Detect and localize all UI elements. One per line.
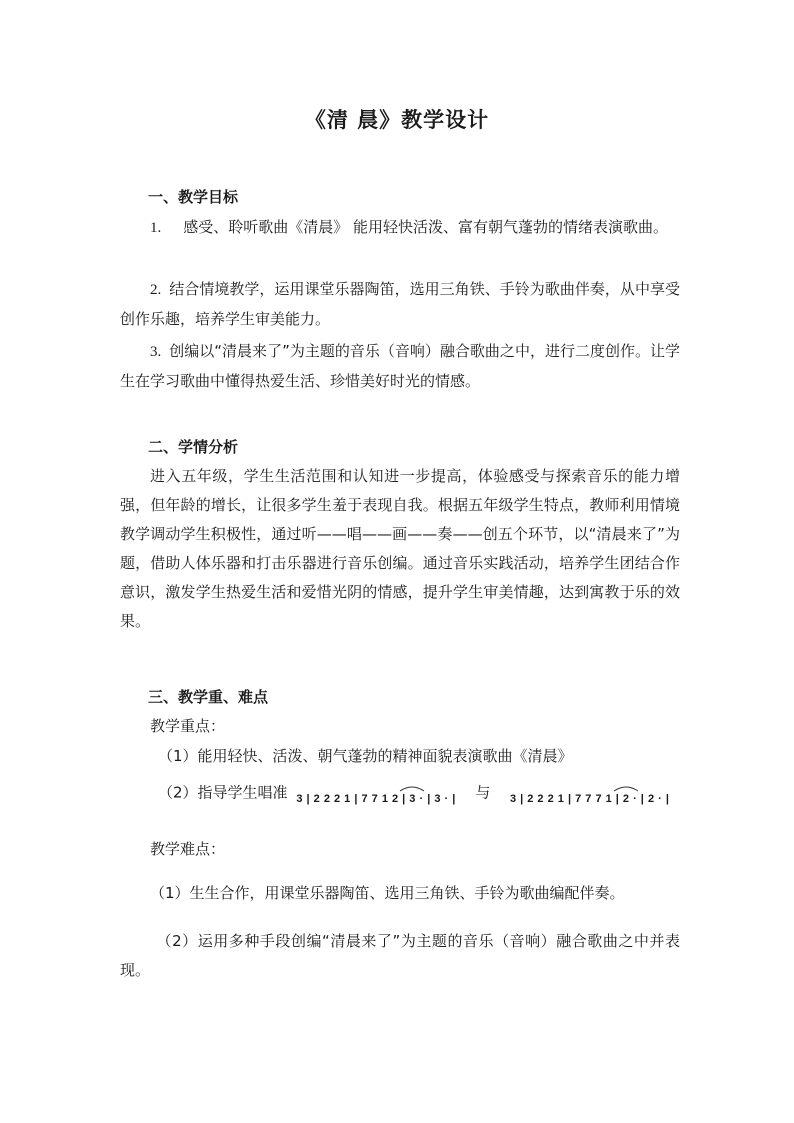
- difficulty-item-1: [150, 882, 625, 903]
- notation-phrase-a: [296, 780, 455, 806]
- difficulty-text: 生生合作，用课堂乐器陶笛、选用三角铁、手铃为歌曲编配伴奏。: [189, 884, 625, 902]
- difficulty-text: 运用多种手段创编“清晨来了”为主题的音乐（音响）融合歌曲之中并表现。: [120, 932, 681, 979]
- section-heading-objectives: 一、教学目标: [148, 188, 239, 206]
- connector-text: 与: [475, 783, 491, 802]
- objective-item-1: [120, 213, 680, 243]
- objective-number: 2.: [150, 282, 162, 298]
- key-point-text: 指导学生唱准: [197, 783, 288, 802]
- analysis-paragraph: 进入五年级，学生生活范围和认知进一步提高，体验感受与探索音乐的能力增强，但年龄的增长，让很多学生羞于表现自我。根据五年级学生特点，教师利用情境教学调动学生积极性，通过听——唱——画——奏——创五个环节，以“清晨来了”为题，借助人体乐器和打击乐器进行音乐创编。通过音乐实践活动，培养学生团结合作意识，激发学生热爱生活和爱惜光阴的情感，提升学生审美情趣，达到寓教于乐的效果。: [120, 467, 680, 630]
- section-heading-analysis: 二、学情分析: [148, 438, 239, 456]
- notation-text: 3 | 2 2 2 1 | 7 7 7 1 | 2 · | 2 · |: [509, 793, 670, 805]
- document-title: 《清 晨》教学设计: [304, 108, 490, 132]
- key-point-number: （2）: [158, 783, 198, 802]
- tie-and-slur-marks: [296, 784, 448, 792]
- difficulty-number: （2）: [156, 932, 198, 950]
- objective-text: 感受、聆听歌曲《清晨》 能用轻快活泼、富有朝气蓬勃的情绪表演歌曲。: [183, 218, 669, 236]
- objective-number: 3.: [150, 344, 162, 360]
- tie-and-slur-marks: [510, 784, 662, 792]
- key-point-number: （1）: [158, 747, 198, 765]
- difficulties-label: 教学难点：: [150, 840, 226, 858]
- key-point-text: 能用轻快、活泼、朝气蓬勃的精神面貌表演歌曲《清晨》: [197, 747, 573, 765]
- notation-text: 3 | 2 2 2 1 | 7 7 1 2 | 3 · | 3 · |: [296, 793, 456, 805]
- objective-item-2: [120, 275, 680, 334]
- key-point-2: [158, 780, 669, 806]
- notation-phrase-b: [510, 780, 669, 806]
- difficulty-number: （1）: [150, 884, 190, 902]
- objective-item-3: [120, 337, 680, 396]
- key-point-1: [158, 745, 573, 766]
- objective-number: 1.: [150, 220, 162, 236]
- objective-text: 结合情境教学，运用课堂乐器陶笛，选用三角铁、手铃为歌曲伴奏，从中享受创作乐趣，培养学生审美能力。: [120, 280, 680, 328]
- objective-text: 创编以“清晨来了”为主题的音乐（音响）融合歌曲之中，进行二度创作。让学生在学习歌曲中懂得热爱生活、珍惜美好时光的情感。: [120, 342, 680, 390]
- difficulty-item-2: [120, 927, 680, 985]
- section-heading-key-points: 三、教学重、难点: [148, 688, 269, 706]
- key-points-label: 教学重点：: [150, 717, 226, 735]
